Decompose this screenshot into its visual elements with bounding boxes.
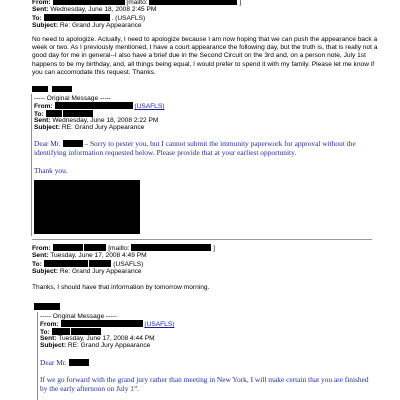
subject-label: Subject: xyxy=(32,268,59,275)
redaction xyxy=(71,328,101,335)
email1-sent-line xyxy=(32,6,156,14)
subject-value: RE: Grand Jury Appearance xyxy=(67,342,151,349)
from-label: From: xyxy=(32,245,51,252)
redaction xyxy=(89,260,111,267)
redaction xyxy=(44,260,88,267)
redaction xyxy=(63,110,93,117)
email2-sent-line xyxy=(32,252,147,260)
signature-redaction xyxy=(52,86,72,92)
redaction xyxy=(149,0,237,5)
quote2-subject-line xyxy=(40,342,150,350)
divider xyxy=(32,239,372,240)
mailto-close: ] xyxy=(213,245,216,252)
mailto-text: [mailto: xyxy=(108,245,130,252)
to-value: . (USAFLS) xyxy=(111,15,146,22)
email1-body: No need to apologize. Actually, I need to apologize because I am now hoping that we can push the appearance back a week or two. As I previously mentioned, I have a court appearance the following day, but the truth is, that is really not a good day for me in general--I also have a brief due in the Second Circuit on the 3rd and, on a person note, July 1st happens to be my birthday, and, all things being equal, I would prefer to spend it with my family. Please let me know if you can accomodate this request. Thanks. xyxy=(32,36,378,76)
quote-bar xyxy=(37,312,38,400)
redaction xyxy=(84,244,106,251)
redaction xyxy=(46,110,62,117)
quote1-subject-line xyxy=(34,124,144,132)
salutation: Dear Mr. xyxy=(34,139,61,148)
mailto-text: [mailto: xyxy=(126,0,148,6)
sent-value: Tuesday, June 17, 2008 4:44 PM xyxy=(58,335,155,342)
sent-value: Wednesday, June 18, 2008 2:45 PM xyxy=(50,6,157,13)
sent-label: Sent: xyxy=(40,335,57,342)
subject-label: Subject: xyxy=(32,22,59,29)
quote-bar xyxy=(31,94,32,236)
redaction xyxy=(52,328,70,335)
sender-email-link[interactable]: (USAFLS) xyxy=(144,321,175,328)
subject-value: Re: Grand Jury Appearance xyxy=(59,268,142,275)
email2-body: Thanks, I should have that information by tomorrow morning. xyxy=(32,284,210,291)
from-label: From: xyxy=(32,0,51,6)
redaction xyxy=(63,140,83,147)
signature-block-redaction xyxy=(34,180,140,234)
subject-value: RE: Grand Jury Appearance xyxy=(61,124,145,131)
redaction xyxy=(55,102,133,109)
redaction xyxy=(53,244,83,251)
message-text: – Sorry to pester you, but I cannot submit the immunity paperwork for approval without the identifying information requested below. Please provide that at your earliest opportunity. xyxy=(34,139,356,158)
email1-subject-line xyxy=(32,22,142,30)
ordinal-suffix: st xyxy=(134,384,138,390)
quote2-original-message: ----- Original Message ----- xyxy=(40,313,117,320)
message-text: If we go forward with the grand jury rather than meeting in New York, I will make certain that you are finished by the early afternoon on July 1 xyxy=(40,375,369,394)
quote1-body xyxy=(34,139,370,157)
quote2-salutation xyxy=(40,358,89,367)
sent-value: Tuesday, June 17, 2008 4:49 PM xyxy=(50,252,147,259)
sent-label: Sent: xyxy=(32,252,49,259)
message-end: . xyxy=(137,384,139,394)
quote1-signoff: Thank you. xyxy=(34,166,68,175)
signature-redaction xyxy=(34,303,60,310)
email2-subject-line xyxy=(32,268,142,276)
from-label: From: xyxy=(40,321,59,328)
from-label: From: xyxy=(34,103,53,110)
redaction xyxy=(53,0,125,5)
to-value: (USAFLS) xyxy=(113,261,144,268)
subject-label: Subject: xyxy=(40,342,67,349)
mailto-close: ] xyxy=(239,0,242,6)
sender-email-link[interactable]: (USAFLS) xyxy=(134,103,165,110)
quote1-original-message: ----- Original Message ----- xyxy=(34,95,111,102)
to-label: To: xyxy=(32,15,42,22)
signature-redaction xyxy=(32,86,48,92)
salutation: Dear Mr. xyxy=(40,358,67,367)
redaction xyxy=(131,244,211,251)
subject-label: Subject: xyxy=(34,124,61,131)
sent-label: Sent: xyxy=(32,6,49,13)
sent-label: Sent: xyxy=(34,117,51,124)
to-label: To: xyxy=(40,329,50,336)
redaction xyxy=(44,14,110,21)
to-label: To: xyxy=(32,261,42,268)
subject-value: Re: Grand Jury Appearance xyxy=(59,22,142,29)
redaction xyxy=(61,320,143,327)
quote2-body xyxy=(40,375,370,393)
to-label: To: xyxy=(34,111,44,118)
sent-value: Wednesday, June 18, 2008 2:22 PM xyxy=(52,117,159,124)
redaction xyxy=(69,359,89,366)
